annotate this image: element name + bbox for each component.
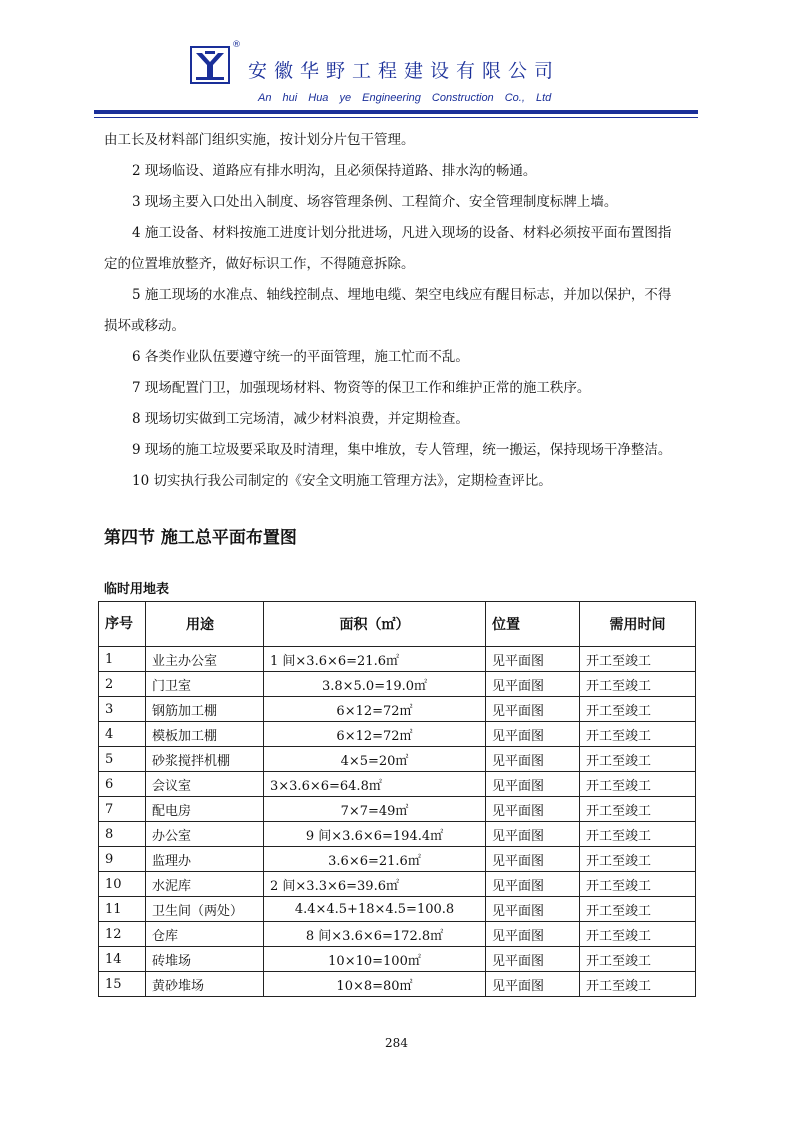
cell-time: 开工至竣工 [580, 722, 696, 747]
cell-use: 会议室 [146, 772, 264, 797]
table-row [99, 872, 696, 897]
table-row [99, 822, 696, 847]
cell-time: 开工至竣工 [580, 647, 696, 672]
paragraph-line: 7 现场配置门卫，加强现场材料、物资等的保卫工作和维护正常的施工秩序。 [132, 380, 591, 396]
cell-time: 开工至竣工 [580, 972, 696, 997]
cell-time: 开工至竣工 [580, 747, 696, 772]
column-header-use: 用途 [146, 602, 264, 647]
cell-index: 3 [99, 697, 146, 722]
cell-index: 8 [99, 822, 146, 847]
cell-use: 砖堆场 [146, 947, 264, 972]
table-row [99, 672, 696, 697]
cell-index: 4 [99, 722, 146, 747]
cell-location: 见平面图 [486, 922, 580, 947]
paragraph-line: 定的位置堆放整齐，做好标识工作，不得随意拆除。 [104, 256, 415, 272]
table-row [99, 847, 696, 872]
paragraph-line: 4 施工设备、材料按施工进度计划分批进场，凡进入现场的设备、材料必须按平面布置图指 [132, 225, 672, 241]
cell-location: 见平面图 [486, 647, 580, 672]
section-title: 第四节 施工总平面布置图 [104, 528, 297, 548]
cell-location: 见平面图 [486, 822, 580, 847]
cell-time: 开工至竣工 [580, 772, 696, 797]
cell-index: 5 [99, 747, 146, 772]
cell-location: 见平面图 [486, 947, 580, 972]
paragraph-line: 3 现场主要入口处出入制度、场容管理条例、工程简介、安全管理制度标牌上墙。 [132, 194, 618, 210]
cell-use: 黄砂堆场 [146, 972, 264, 997]
table-row [99, 897, 696, 922]
cell-location: 见平面图 [486, 872, 580, 897]
table-row [99, 747, 696, 772]
cell-index: 15 [99, 972, 146, 997]
cell-location: 见平面图 [486, 747, 580, 772]
cell-use: 办公室 [146, 822, 264, 847]
cell-area: 3.8×5.0=19.0㎡ [264, 672, 486, 697]
cell-use: 业主办公室 [146, 647, 264, 672]
cell-area: 4.4×4.5+18×4.5=100.8 [264, 897, 486, 922]
table-caption: 临时用地表 [104, 582, 170, 597]
cell-location: 见平面图 [486, 897, 580, 922]
cell-time: 开工至竣工 [580, 822, 696, 847]
table-row [99, 947, 696, 972]
cell-time: 开工至竣工 [580, 897, 696, 922]
table-row [99, 647, 696, 672]
cell-location: 见平面图 [486, 797, 580, 822]
cell-use: 钢筋加工棚 [146, 697, 264, 722]
cell-use: 监理办 [146, 847, 264, 872]
cell-time: 开工至竣工 [580, 672, 696, 697]
cell-location: 见平面图 [486, 972, 580, 997]
cell-location: 见平面图 [486, 847, 580, 872]
paragraph-line: 6 各类作业队伍要遵守统一的平面管理，施工忙而不乱。 [132, 349, 469, 365]
cell-location: 见平面图 [486, 722, 580, 747]
cell-index: 14 [99, 947, 146, 972]
cell-use: 仓库 [146, 922, 264, 947]
header-rule-thick [94, 110, 698, 114]
page-number: 284 [385, 1036, 408, 1050]
cell-index: 10 [99, 872, 146, 897]
cell-area: 8 间×3.6×6=172.8㎡ [264, 922, 486, 947]
table-row [99, 797, 696, 822]
cell-time: 开工至竣工 [580, 697, 696, 722]
column-header-index: 序号 [99, 602, 146, 647]
company-name-cn: 安徽华野工程建设有限公司 [248, 60, 561, 82]
cell-index: 11 [99, 897, 146, 922]
column-header-area: 面积（㎡） [264, 602, 486, 647]
cell-index: 12 [99, 922, 146, 947]
cell-use: 水泥库 [146, 872, 264, 897]
cell-area: 10×8=80㎡ [264, 972, 486, 997]
table-header-row [99, 602, 696, 647]
table-row [99, 772, 696, 797]
cell-time: 开工至竣工 [580, 847, 696, 872]
registered-mark: ® [232, 40, 241, 50]
cell-time: 开工至竣工 [580, 947, 696, 972]
cell-location: 见平面图 [486, 772, 580, 797]
temporary-land-table [98, 601, 696, 997]
cell-time: 开工至竣工 [580, 872, 696, 897]
cell-time: 开工至竣工 [580, 922, 696, 947]
company-logo-icon [190, 46, 230, 84]
cell-area: 6×12=72㎡ [264, 722, 486, 747]
cell-location: 见平面图 [486, 697, 580, 722]
cell-area: 3.6×6=21.6㎡ [264, 847, 486, 872]
cell-use: 门卫室 [146, 672, 264, 697]
cell-area: 1 间×3.6×6=21.6㎡ [264, 647, 486, 672]
cell-index: 1 [99, 647, 146, 672]
cell-use: 模板加工棚 [146, 722, 264, 747]
table-row [99, 972, 696, 997]
page-header [0, 0, 793, 125]
cell-area: 4×5=20㎡ [264, 747, 486, 772]
table-row [99, 722, 696, 747]
table-body [99, 647, 696, 997]
cell-area: 2 间×3.3×6=39.6㎡ [264, 872, 486, 897]
cell-location: 见平面图 [486, 672, 580, 697]
cell-time: 开工至竣工 [580, 797, 696, 822]
cell-index: 7 [99, 797, 146, 822]
company-name-en: An hui Hua ye Engineering Construction Co., Ltd [258, 92, 552, 104]
cell-area: 9 间×3.6×6=194.4㎡ [264, 822, 486, 847]
paragraph-line: 损坏或移动。 [104, 318, 185, 334]
cell-use: 配电房 [146, 797, 264, 822]
paragraph-line: 2 现场临设、道路应有排水明沟，且必须保持道路、排水沟的畅通。 [132, 163, 537, 179]
cell-area: 10×10=100㎡ [264, 947, 486, 972]
table-row [99, 697, 696, 722]
cell-index: 6 [99, 772, 146, 797]
cell-index: 9 [99, 847, 146, 872]
paragraph-line: 5 施工现场的水准点、轴线控制点、埋地电缆、架空电线应有醒目标志，并加以保护，不得 [132, 287, 672, 303]
cell-use: 砂浆搅拌机棚 [146, 747, 264, 772]
cell-area: 3×3.6×6=64.8㎡ [264, 772, 486, 797]
table-row [99, 922, 696, 947]
cell-use: 卫生间（两处） [146, 897, 264, 922]
cell-area: 6×12=72㎡ [264, 697, 486, 722]
paragraph-line: 由工长及材料部门组织实施，按计划分片包干管理。 [104, 132, 415, 148]
cell-area: 7×7=49㎡ [264, 797, 486, 822]
paragraph-line: 8 现场切实做到工完场清，减少材料浪费，并定期检查。 [132, 411, 469, 427]
header-rule-thin [94, 117, 698, 118]
cell-index: 2 [99, 672, 146, 697]
column-header-location: 位置 [486, 602, 580, 647]
column-header-time: 需用时间 [580, 602, 696, 647]
paragraph-line: 9 现场的施工垃圾要采取及时清理，集中堆放，专人管理，统一搬运，保持现场干净整洁。 [132, 442, 672, 458]
paragraph-line: 10 切实执行我公司制定的《安全文明施工管理方法》，定期检查评比。 [132, 473, 552, 489]
